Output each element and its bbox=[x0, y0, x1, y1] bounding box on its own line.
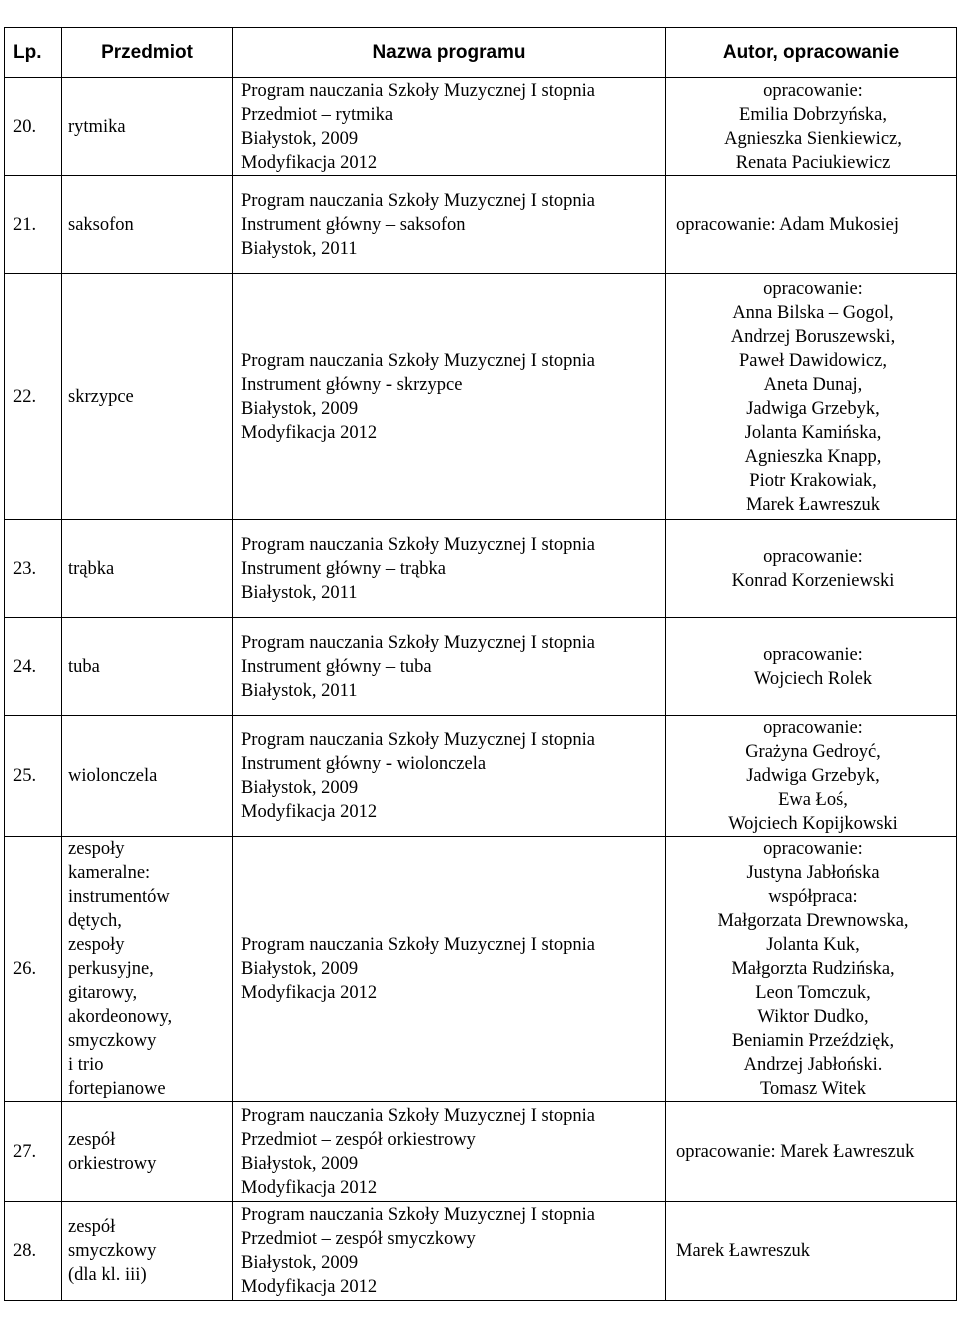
program-cell-line: Białystok, 2009 bbox=[241, 959, 359, 979]
subject-cell bbox=[62, 837, 233, 1102]
program-cell-line: Instrument główny - wiolonczela bbox=[241, 754, 487, 774]
author-cell-line: Andrzej Jabłoński. bbox=[743, 1055, 883, 1075]
program-cell-line: Instrument główny – trąbka bbox=[241, 558, 446, 579]
subject-cell-line: zespół bbox=[68, 1129, 116, 1150]
author-cell-line: opracowanie: Adam Mukosiej bbox=[676, 214, 899, 235]
subject-cell-line: instrumentów bbox=[68, 887, 170, 907]
table-row bbox=[5, 716, 957, 837]
author-cell-line: Marek Ławreszuk bbox=[745, 494, 881, 515]
header-subject: Przedmiot bbox=[62, 28, 233, 78]
programs-table bbox=[4, 27, 957, 1301]
header-program: Nazwa programu bbox=[233, 28, 666, 78]
subject-cell-line: wiolonczela bbox=[68, 766, 158, 786]
subject-cell-line: zespoły bbox=[68, 935, 125, 955]
subject-cell bbox=[62, 716, 233, 837]
program-cell-line: Modyfikacja 2012 bbox=[241, 983, 378, 1003]
program-cell bbox=[233, 618, 666, 716]
header-lp: Lp. bbox=[5, 28, 62, 78]
program-cell bbox=[233, 837, 666, 1102]
subject-cell-line: zespół bbox=[68, 1217, 116, 1237]
author-cell bbox=[666, 520, 957, 618]
author-cell bbox=[666, 78, 957, 176]
row-number: 26. bbox=[5, 837, 62, 1102]
program-cell-line: Program nauczania Szkoły Muzycznej I stopnia bbox=[241, 80, 595, 101]
subject-cell-line: smyczkowy bbox=[68, 1241, 157, 1261]
program-cell-line: Białystok, 2009 bbox=[241, 398, 359, 419]
subject-cell-line: rytmika bbox=[68, 116, 126, 137]
author-cell-line: współpraca: bbox=[768, 887, 858, 907]
subject-cell-line: dętych, bbox=[68, 911, 122, 931]
subject-cell bbox=[62, 1202, 233, 1301]
author-cell bbox=[666, 274, 957, 520]
author-cell bbox=[666, 716, 957, 837]
program-cell-line: Program nauczania Szkoły Muzycznej I stopnia bbox=[241, 730, 595, 750]
program-cell-line: Modyfikacja 2012 bbox=[241, 1277, 378, 1297]
subject-cell-line: skrzypce bbox=[68, 386, 134, 407]
row-number: 22. bbox=[5, 274, 62, 520]
subject-cell-line: (dla kl. iii) bbox=[68, 1265, 147, 1285]
table-body bbox=[5, 78, 957, 1301]
author-cell bbox=[666, 1102, 957, 1202]
subject-cell-line: kameralne: bbox=[68, 863, 151, 883]
table-row bbox=[5, 837, 957, 1102]
subject-cell-line: orkiestrowy bbox=[68, 1153, 157, 1174]
author-cell bbox=[666, 1202, 957, 1301]
author-cell-line: Małgorzata Drewnowska, bbox=[717, 911, 909, 931]
author-cell-line: Jadwiga Grzebyk, bbox=[746, 398, 880, 419]
author-cell-line: Anna Bilska – Gogol, bbox=[732, 302, 894, 323]
program-cell-line: Białystok, 2011 bbox=[241, 680, 358, 701]
row-number: 24. bbox=[5, 618, 62, 716]
author-cell-line: opracowanie: Marek Ławreszuk bbox=[676, 1141, 915, 1162]
table-row bbox=[5, 176, 957, 274]
author-cell-line: Leon Tomczuk, bbox=[755, 983, 871, 1003]
program-cell-line: Białystok, 2009 bbox=[241, 128, 359, 149]
row-number: 20. bbox=[5, 78, 62, 176]
table-row bbox=[5, 520, 957, 618]
author-cell-line: Tomasz Witek bbox=[759, 1079, 867, 1099]
author-cell bbox=[666, 837, 957, 1102]
author-cell-line: Konrad Korzeniewski bbox=[731, 570, 895, 591]
subject-cell-line: smyczkowy bbox=[68, 1031, 157, 1051]
row-number: 27. bbox=[5, 1102, 62, 1202]
table-row bbox=[5, 1202, 957, 1301]
program-cell-line: Modyfikacja 2012 bbox=[241, 802, 378, 822]
program-cell-line: Program nauczania Szkoły Muzycznej I stopnia bbox=[241, 190, 595, 211]
author-cell-line: Agnieszka Knapp, bbox=[744, 446, 882, 467]
program-cell bbox=[233, 1202, 666, 1301]
author-cell-line: Ewa Łoś, bbox=[778, 790, 848, 810]
header-author: Autor, opracowanie bbox=[666, 28, 957, 78]
author-cell-line: Wojciech Kopijkowski bbox=[728, 814, 898, 834]
author-cell bbox=[666, 176, 957, 274]
program-cell-line: Modyfikacja 2012 bbox=[241, 1177, 378, 1198]
author-cell-line: Marek Ławreszuk bbox=[676, 1241, 811, 1261]
program-cell-line: Przedmiot – zespół smyczkowy bbox=[241, 1229, 476, 1249]
author-cell-line: Andrzej Boruszewski, bbox=[730, 326, 896, 347]
row-number: 25. bbox=[5, 716, 62, 837]
program-cell-line: Instrument główny - skrzypce bbox=[241, 374, 463, 395]
author-cell-line: opracowanie: bbox=[763, 80, 863, 101]
author-cell-line: Justyna Jabłońska bbox=[746, 863, 880, 883]
author-cell-line: Jolanta Kamińska, bbox=[744, 422, 882, 443]
subject-cell bbox=[62, 78, 233, 176]
subject-cell-line: saksofon bbox=[68, 214, 134, 235]
author-cell-line: Renata Paciukiewicz bbox=[735, 152, 891, 173]
author-cell-line: Agnieszka Sienkiewicz, bbox=[724, 128, 902, 149]
row-number: 28. bbox=[5, 1202, 62, 1301]
program-cell-line: Program nauczania Szkoły Muzycznej I stopnia bbox=[241, 1105, 595, 1126]
program-cell-line: Instrument główny – saksofon bbox=[241, 214, 466, 235]
author-cell bbox=[666, 618, 957, 716]
program-cell-line: Program nauczania Szkoły Muzycznej I stopnia bbox=[241, 935, 595, 955]
program-cell-line: Program nauczania Szkoły Muzycznej I stopnia bbox=[241, 350, 595, 371]
author-cell-line: Jadwiga Grzebyk, bbox=[746, 766, 880, 786]
author-cell-line: Beniamin Przeździęk, bbox=[731, 1031, 895, 1051]
subject-cell-line: gitarowy, bbox=[68, 983, 138, 1003]
table-row bbox=[5, 78, 957, 176]
author-cell-line: opracowanie: bbox=[763, 546, 863, 567]
header-row bbox=[5, 28, 957, 78]
author-cell-line: Wiktor Dudko, bbox=[757, 1007, 869, 1027]
subject-cell bbox=[62, 1102, 233, 1202]
program-cell bbox=[233, 78, 666, 176]
subject-cell-line: tuba bbox=[68, 656, 100, 677]
subject-cell bbox=[62, 520, 233, 618]
row-number: 23. bbox=[5, 520, 62, 618]
author-cell-line: opracowanie: bbox=[763, 644, 863, 665]
program-cell-line: Białystok, 2011 bbox=[241, 582, 358, 603]
program-cell-line: Modyfikacja 2012 bbox=[241, 152, 378, 173]
program-cell-line: Białystok, 2009 bbox=[241, 1153, 359, 1174]
subject-cell-line: perkusyjne, bbox=[68, 959, 154, 979]
author-cell-line: opracowanie: bbox=[763, 839, 863, 859]
program-cell bbox=[233, 274, 666, 520]
subject-cell bbox=[62, 176, 233, 274]
subject-cell-line: fortepianowe bbox=[68, 1079, 166, 1099]
program-cell-line: Modyfikacja 2012 bbox=[241, 422, 378, 443]
program-cell-line: Białystok, 2011 bbox=[241, 238, 358, 259]
author-cell-line: Wojciech Rolek bbox=[753, 668, 873, 689]
program-cell-line: Instrument główny – tuba bbox=[241, 656, 432, 677]
author-cell-line: Aneta Dunaj, bbox=[763, 374, 863, 395]
author-cell-line: Piotr Krakowiak, bbox=[749, 470, 877, 491]
program-cell bbox=[233, 1102, 666, 1202]
program-cell-line: Białystok, 2009 bbox=[241, 1253, 359, 1273]
program-cell-line: Program nauczania Szkoły Muzycznej I stopnia bbox=[241, 1205, 595, 1225]
subject-cell-line: trąbka bbox=[68, 558, 115, 579]
author-cell-line: opracowanie: bbox=[763, 278, 863, 299]
author-cell-line: Małgorzta Rudzińska, bbox=[731, 959, 895, 979]
table-row bbox=[5, 618, 957, 716]
table-row bbox=[5, 274, 957, 520]
program-cell bbox=[233, 176, 666, 274]
author-cell-line: opracowanie: bbox=[763, 718, 863, 738]
author-cell-line: Grażyna Gedroyć, bbox=[745, 742, 881, 762]
author-cell-line: Jolanta Kuk, bbox=[766, 935, 860, 955]
program-cell-line: Program nauczania Szkoły Muzycznej I stopnia bbox=[241, 632, 595, 653]
subject-cell bbox=[62, 618, 233, 716]
program-cell bbox=[233, 520, 666, 618]
program-cell bbox=[233, 716, 666, 837]
subject-cell-line: akordeonowy, bbox=[68, 1007, 173, 1027]
subject-cell-line: i trio bbox=[68, 1055, 104, 1075]
row-number: 21. bbox=[5, 176, 62, 274]
subject-cell bbox=[62, 274, 233, 520]
program-cell-line: Białystok, 2009 bbox=[241, 778, 359, 798]
author-cell-line: Emilia Dobrzyńska, bbox=[739, 104, 887, 125]
subject-cell-line: zespoły bbox=[68, 839, 125, 859]
program-cell-line: Przedmiot – rytmika bbox=[241, 104, 394, 125]
program-cell-line: Program nauczania Szkoły Muzycznej I stopnia bbox=[241, 534, 595, 555]
author-cell-line: Paweł Dawidowicz, bbox=[739, 350, 887, 371]
program-cell-line: Przedmiot – zespół orkiestrowy bbox=[241, 1129, 476, 1150]
table-row bbox=[5, 1102, 957, 1202]
